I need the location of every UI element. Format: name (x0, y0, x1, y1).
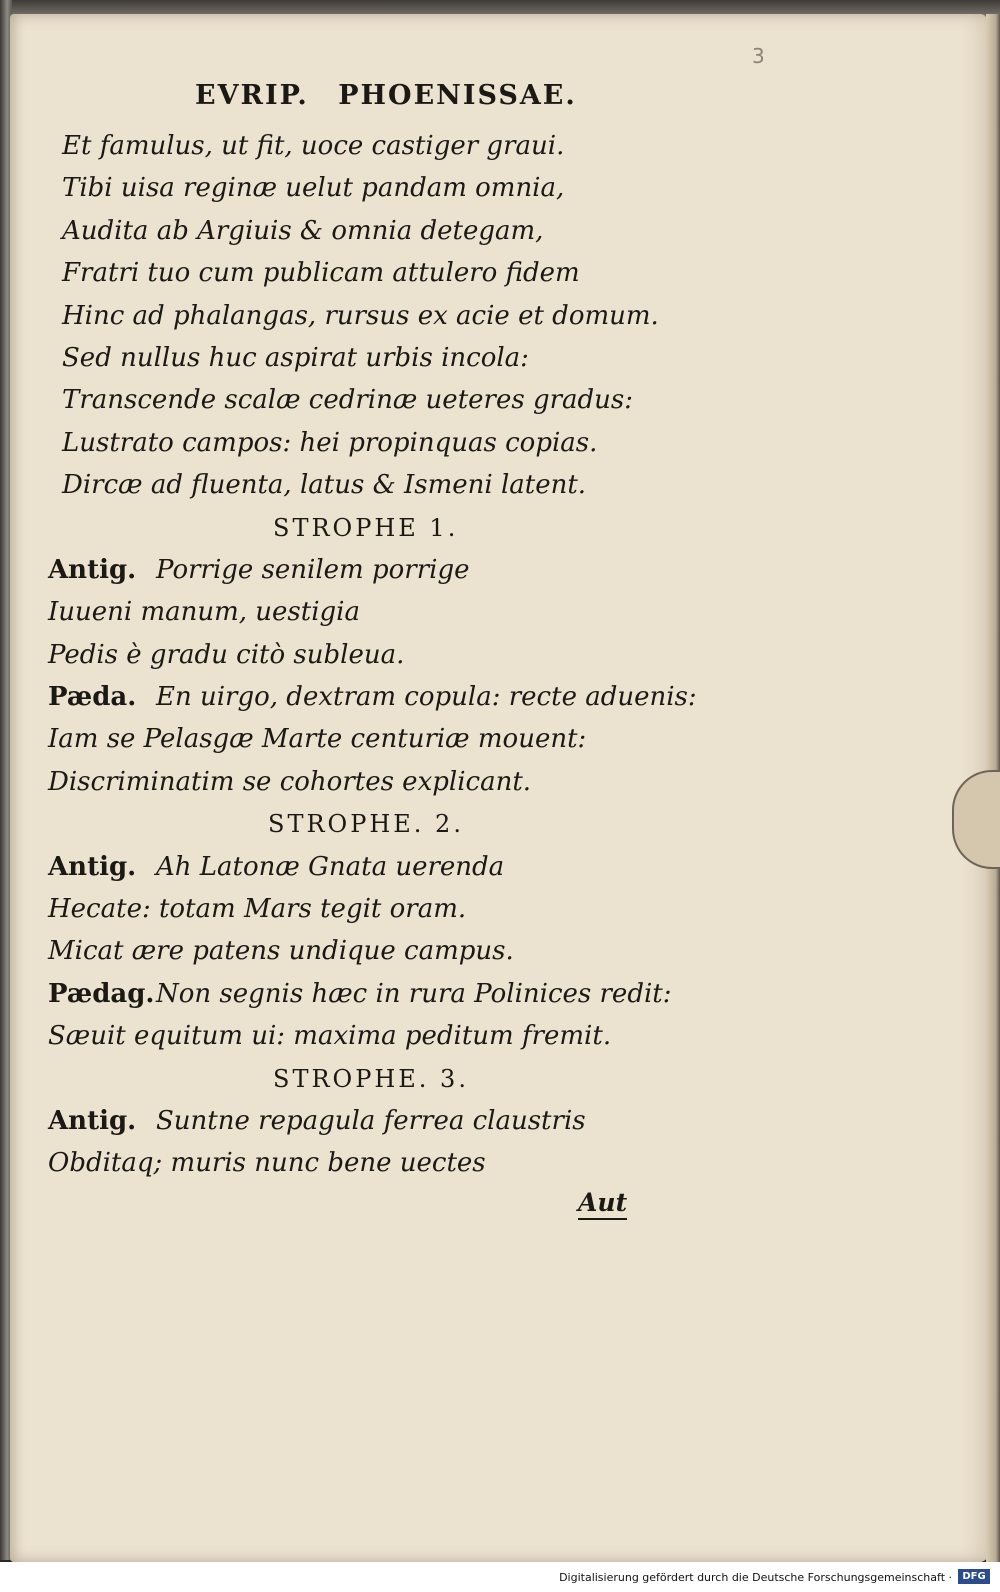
verse-text: Hecate: totam Mars tegit oram. (48, 894, 467, 925)
verse-text: Obditaq; muris nunc bene uectes (48, 1148, 486, 1179)
catchword: Aut (578, 1188, 627, 1220)
running-head: EVRIP. PHOENISSAE. (195, 80, 577, 111)
speaker-label: Antig. (48, 1105, 137, 1136)
verse-text (48, 125, 768, 1185)
verse-text: Non segnis hæc in rura Polinices redit: (156, 978, 672, 1009)
dfg-logo: DFG (958, 1569, 990, 1584)
verse-line (48, 1100, 768, 1142)
verse-text: Transcende scalæ cedrinæ ueteres gradus: (62, 385, 634, 416)
verse-text: Iam se Pelasgæ Marte centuriæ mouent: (48, 724, 587, 755)
verse-line (48, 1142, 768, 1184)
intro-lines (48, 125, 768, 507)
verse-text: En uirgo, dextram copula: recte aduenis: (156, 682, 697, 713)
strophe-2-heading: STROPHE. 2. (268, 810, 464, 839)
verse-line (48, 337, 768, 379)
verse-line (48, 676, 768, 718)
verse-line (48, 252, 768, 294)
verse-line (48, 634, 768, 676)
verse-text: Ah Latonæ Gnata uerenda (156, 851, 505, 882)
strophe-1-heading: STROPHE 1. (273, 513, 459, 542)
speaker-label: Antig. (48, 851, 137, 882)
verse-line (48, 973, 768, 1015)
speaker-label: Pædag. (48, 978, 155, 1009)
verse-line (48, 888, 768, 930)
verse-text: Suntne repagula ferrea claustris (156, 1105, 586, 1136)
strophe-3-lines (48, 1100, 768, 1185)
verse-line (48, 718, 768, 760)
verse-text: Lustrato campos: hei propinquas copias. (62, 427, 598, 458)
verse-text: Pedis è gradu citò subleua. (48, 639, 405, 670)
speaker-label: Antig. (48, 554, 137, 585)
verse-text: Fratri tuo cum publicam attulero fidem (62, 258, 580, 289)
verse-text: Tibi uisa reginæ uelut pandam omnia, (62, 173, 565, 204)
strophe-3-heading: STROPHE. 3. (273, 1064, 469, 1093)
verse-text: Discriminatim se cohortes explicant. (48, 766, 532, 797)
verse-text: Sæuit equitum ui: maxima peditum fremit. (48, 1021, 612, 1052)
dfg-credit: Digitalisierung gefördert durch die Deutsche Forschungsgemeinschaft · (559, 1571, 952, 1584)
corner-mark: 3 (752, 44, 765, 68)
speaker-label: Pæda. (48, 682, 137, 713)
verse-line (48, 591, 768, 633)
verse-line (48, 1015, 768, 1057)
verse-line (48, 422, 768, 464)
verse-line (48, 167, 768, 209)
verse-text: Audita ab Argiuis & omnia detegam, (62, 215, 544, 246)
verse-text: Porrige senilem porrige (156, 554, 470, 585)
strophe-1-lines (48, 549, 768, 803)
verse-text: Micat ære patens undique campus. (48, 936, 514, 967)
verse-line (48, 846, 768, 888)
strophe-2-lines (48, 846, 768, 1058)
verse-text: Et famulus, ut fit, uoce castiger graui. (62, 131, 565, 161)
verse-line (48, 761, 768, 803)
verse-text: Sed nullus huc aspirat urbis incola: (62, 342, 529, 373)
verse-text: Iuueni manum, uestigia (48, 597, 360, 628)
verse-line (48, 464, 768, 506)
verse-line (48, 379, 768, 421)
verse-line (48, 930, 768, 972)
verse-line (48, 125, 768, 167)
verse-line (48, 295, 768, 337)
verse-line (48, 210, 768, 252)
verse-text: Hinc ad phalangas, rursus ex acie et domum. (62, 300, 659, 331)
verse-line (48, 549, 768, 591)
verse-text: Dircæ ad fluenta, latus & Ismeni latent. (62, 470, 587, 501)
